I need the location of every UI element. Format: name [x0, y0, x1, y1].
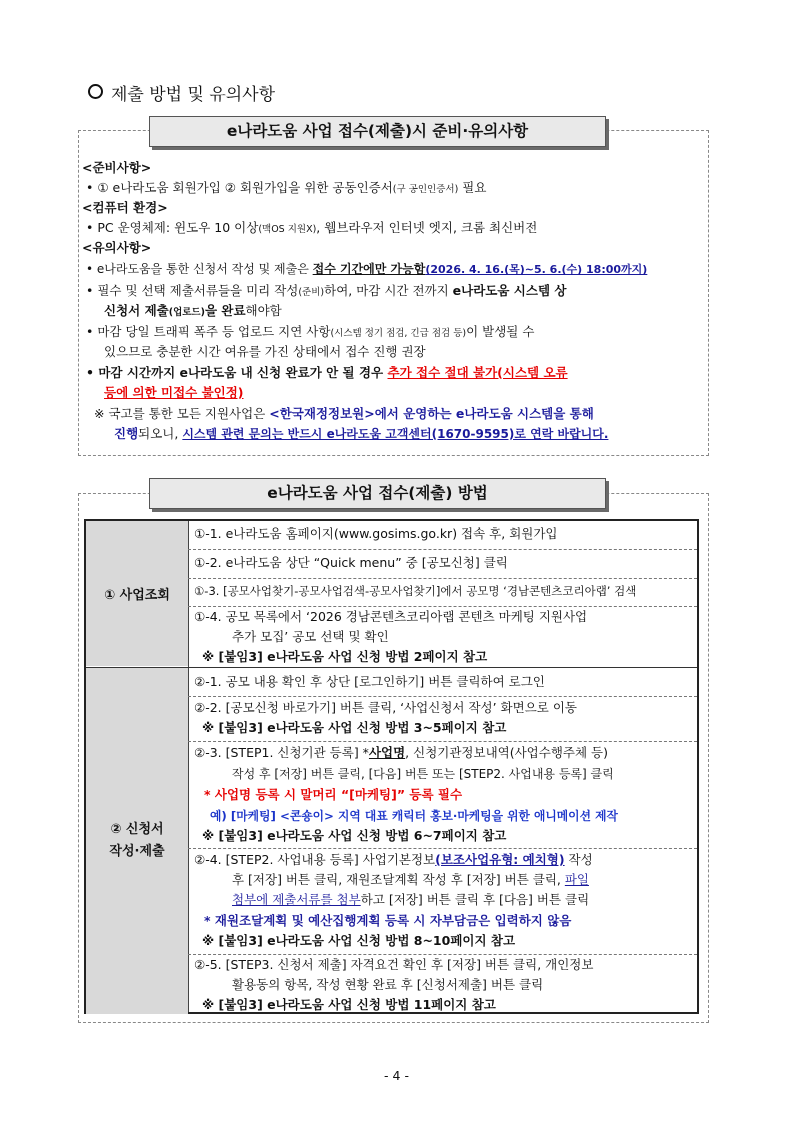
group-1-text: ① 사업조회: [104, 588, 170, 603]
note-4-warning: 추가 접수 절대 불가(시스템 오류: [387, 365, 568, 380]
step-2-5-ref: ※ [붙임3] e나라도움 사업 신청 방법 11페이지 참고: [202, 997, 496, 1012]
pc-note: (맥OS 지원X): [258, 224, 317, 235]
note-2-note-2: (업로드): [168, 307, 205, 318]
group-2-label: [86, 668, 188, 1014]
notice-title: e나라도움 사업 접수(제출)시 준비·유의사항: [149, 116, 606, 147]
method-title: e나라도움 사업 접수(제출) 방법: [149, 478, 606, 509]
step-2-3: [194, 743, 608, 763]
step-1-1: ①-1. e나라도움 홈페이지(www.gosims.go.kr) 접속 후, 회원가입: [194, 526, 558, 541]
step-2-4-cont-end: 하고 [저장] 버튼 클릭 후 [다음] 버튼 클릭: [360, 892, 590, 907]
group-2-line-2: 작성·제출: [109, 844, 165, 859]
step-2-4-end: 작성: [564, 852, 593, 867]
pc-item: [86, 218, 537, 240]
prep-text-end: 필요: [458, 180, 487, 195]
step-2-2-ref: ※ [붙임3] e나라도움 사업 신청 방법 3~5페이지 참고: [202, 720, 507, 735]
group-1-label: [86, 521, 188, 666]
step-2-4-cont-2: [232, 890, 589, 910]
note-item-1: [86, 259, 647, 280]
note-2-end: 해야함: [245, 303, 282, 318]
note-item-5-cont: [114, 424, 608, 444]
note-2-emph-3: 을 완료: [204, 303, 246, 318]
group-2-line-1: ② 신청서: [110, 822, 164, 837]
step-2-3-text: ②-3. [STEP1. 신청기관 등록] *: [194, 745, 369, 760]
section-heading: [88, 80, 275, 105]
circle-bullet-icon: [88, 84, 103, 99]
note-item-4-cont: 등에 의한 미접수 불인정): [104, 385, 244, 400]
pc-text-end: , 웹브라우저 인터넷 엣지, 크롬 최신버전: [316, 220, 538, 235]
note-1-text: • e나라도움을 통한 신청서 작성 및 제출은: [86, 262, 313, 276]
step-1-4-cont: 추가 모집’ 공모 선택 및 확인: [232, 629, 389, 644]
note-2-emph: e나라도움 시스템 상: [452, 283, 567, 298]
step-1-4-ref: ※ [붙임3] e나라도움 사업 신청 방법 2페이지 참고: [202, 649, 488, 664]
prep-text: • ① e나라도움 회원가입 ② 회원가입을 위한 공동인증서: [86, 180, 393, 195]
note-5-emph-2: 진행: [114, 426, 139, 441]
step-2-4: [194, 850, 593, 870]
step-2-4-ref: ※ [붙임3] e나라도움 사업 신청 방법 8~10페이지 참고: [202, 933, 516, 948]
step-2-4-cont-text: 후 [저장] 버튼 클릭, 재원조달계획 작성 후 [저장] 버튼 클릭,: [232, 872, 565, 887]
step-1-3: ①-3. [공모사업찾기-공모사업검색-공모사업찾기]에서 공모명 ‘경남콘텐츠코리아랩’ 검색: [194, 584, 637, 598]
step-2-4-text: ②-4. [STEP2. 사업내용 등록] 사업기본정보: [194, 852, 436, 867]
pc-header: <컴퓨터 환경>: [82, 200, 168, 215]
note-item-3-cont: 있으므로 충분한 시간 여유를 가진 상태에서 접수 진행 권장: [104, 344, 426, 359]
prep-note: (구 공인인증서): [392, 184, 459, 195]
note-2-emph-2: 신청서 제출: [104, 303, 169, 318]
row-divider: [188, 578, 697, 579]
note-item-2-cont: [104, 301, 282, 323]
step-2-4-notice: * 재원조달계획 및 예산집행계획 등록 시 자부담금은 입력하지 않음: [204, 913, 572, 928]
note-item-2: [86, 281, 566, 303]
step-2-5: ②-5. [STEP3. 신청서 제출] 자격요건 확인 후 [저장] 버튼 클릭, 개인정보: [194, 957, 594, 972]
note-item-4: [86, 363, 568, 383]
step-2-4-file: 파일: [564, 872, 589, 887]
row-divider: [188, 848, 697, 849]
step-2-3-required: * 사업명 등록 시 말머리 “[마케팅]” 등록 필수: [204, 787, 463, 802]
group-divider: [86, 667, 697, 668]
note-2-text: • 필수 및 선택 제출서류들을 미리 작성: [86, 283, 299, 298]
note-2-note: (준비): [298, 287, 325, 298]
method-table: [84, 519, 699, 1014]
note-3-text: • 마감 당일 트래픽 폭주 등 업로드 지연 사항: [86, 324, 331, 339]
step-1-2: ①-2. e나라도움 상단 “Quick menu” 중 [공모신청] 클릭: [194, 555, 508, 570]
note-5-emph: <한국재정정보원>에서 운영하는 e나라도움 시스템을 통해: [269, 406, 594, 421]
prep-header: <준비사항>: [82, 160, 152, 175]
step-2-4-type: (보조사업유형: 예치형): [435, 852, 565, 867]
step-2-2: ②-2. [공모신청 바로가기] 버튼 클릭, ‘사업신청서 작성’ 화면으로 이동: [194, 700, 577, 715]
prep-item: [86, 178, 486, 200]
step-2-4-attach: 첨부에 제출서류를 첨부: [232, 892, 361, 907]
pc-text: • PC 운영체제: 윈도우 10 이상: [86, 220, 259, 235]
row-divider: [188, 549, 697, 550]
page-number: - 4 -: [384, 1068, 409, 1083]
row-divider: [188, 696, 697, 697]
step-2-3-example: 예) [마케팅] <콘숑이> 지역 대표 캐릭터 홍보·마케팅을 위한 애니메이션 제작: [210, 809, 618, 823]
note-item-3: [86, 322, 534, 344]
note-5-text: ※ 국고를 통한 모든 지원사업은: [94, 406, 270, 421]
note-3-note: (시스템 정기 점검, 긴급 점검 등): [330, 328, 467, 339]
step-2-5-cont: 활용동의 항목, 작성 현황 완료 후 [신청서제출] 버튼 클릭: [232, 977, 544, 992]
step-1-4: ①-4. 공모 목록에서 ‘2026 경남콘텐츠코리아랩 콘텐츠 마케팅 지원사업: [194, 609, 588, 624]
step-2-3-cont: 작성 후 [저장] 버튼 클릭, [다음] 버튼 또는 [STEP2. 사업내용 등록] 클릭: [232, 767, 614, 781]
step-2-3-end: , 신청기관정보내역(사업수행주체 등): [405, 745, 608, 760]
step-2-3-ref: ※ [붙임3] e나라도움 사업 신청 방법 6~7페이지 참고: [202, 828, 507, 843]
note-5-text-2: 되오니,: [138, 426, 183, 441]
step-2-4-cont: [232, 870, 589, 890]
step-2-3-emph: 사업명: [368, 745, 406, 760]
note-item-5: [94, 404, 594, 424]
note-2-text-2: 하여, 마감 시간 전까지: [324, 283, 453, 298]
note-1-emph: 접수 기간에만 가능함: [312, 262, 426, 276]
step-2-1: ②-1. 공모 내용 확인 후 상단 [로그인하기] 버튼 클릭하여 로그인: [194, 674, 545, 689]
note-3-end: 이 발생될 수: [466, 324, 535, 339]
note-header: <유의사항>: [82, 240, 152, 255]
note-1-date: (2026. 4. 16.(목)~5. 6.(수) 18:00까지): [425, 263, 648, 276]
note-4-text: • 마감 시간까지 e나라도움 내 신청 완료가 안 될 경우: [86, 365, 388, 380]
row-divider: [188, 741, 697, 742]
note-5-contact: 시스템 관련 문의는 반드시 e나라도움 고객센터(1670-9595)로 연락 바랍니다.: [182, 427, 609, 441]
column-divider: [188, 521, 189, 1012]
section-heading-text: 제출 방법 및 유의사항: [111, 85, 276, 105]
